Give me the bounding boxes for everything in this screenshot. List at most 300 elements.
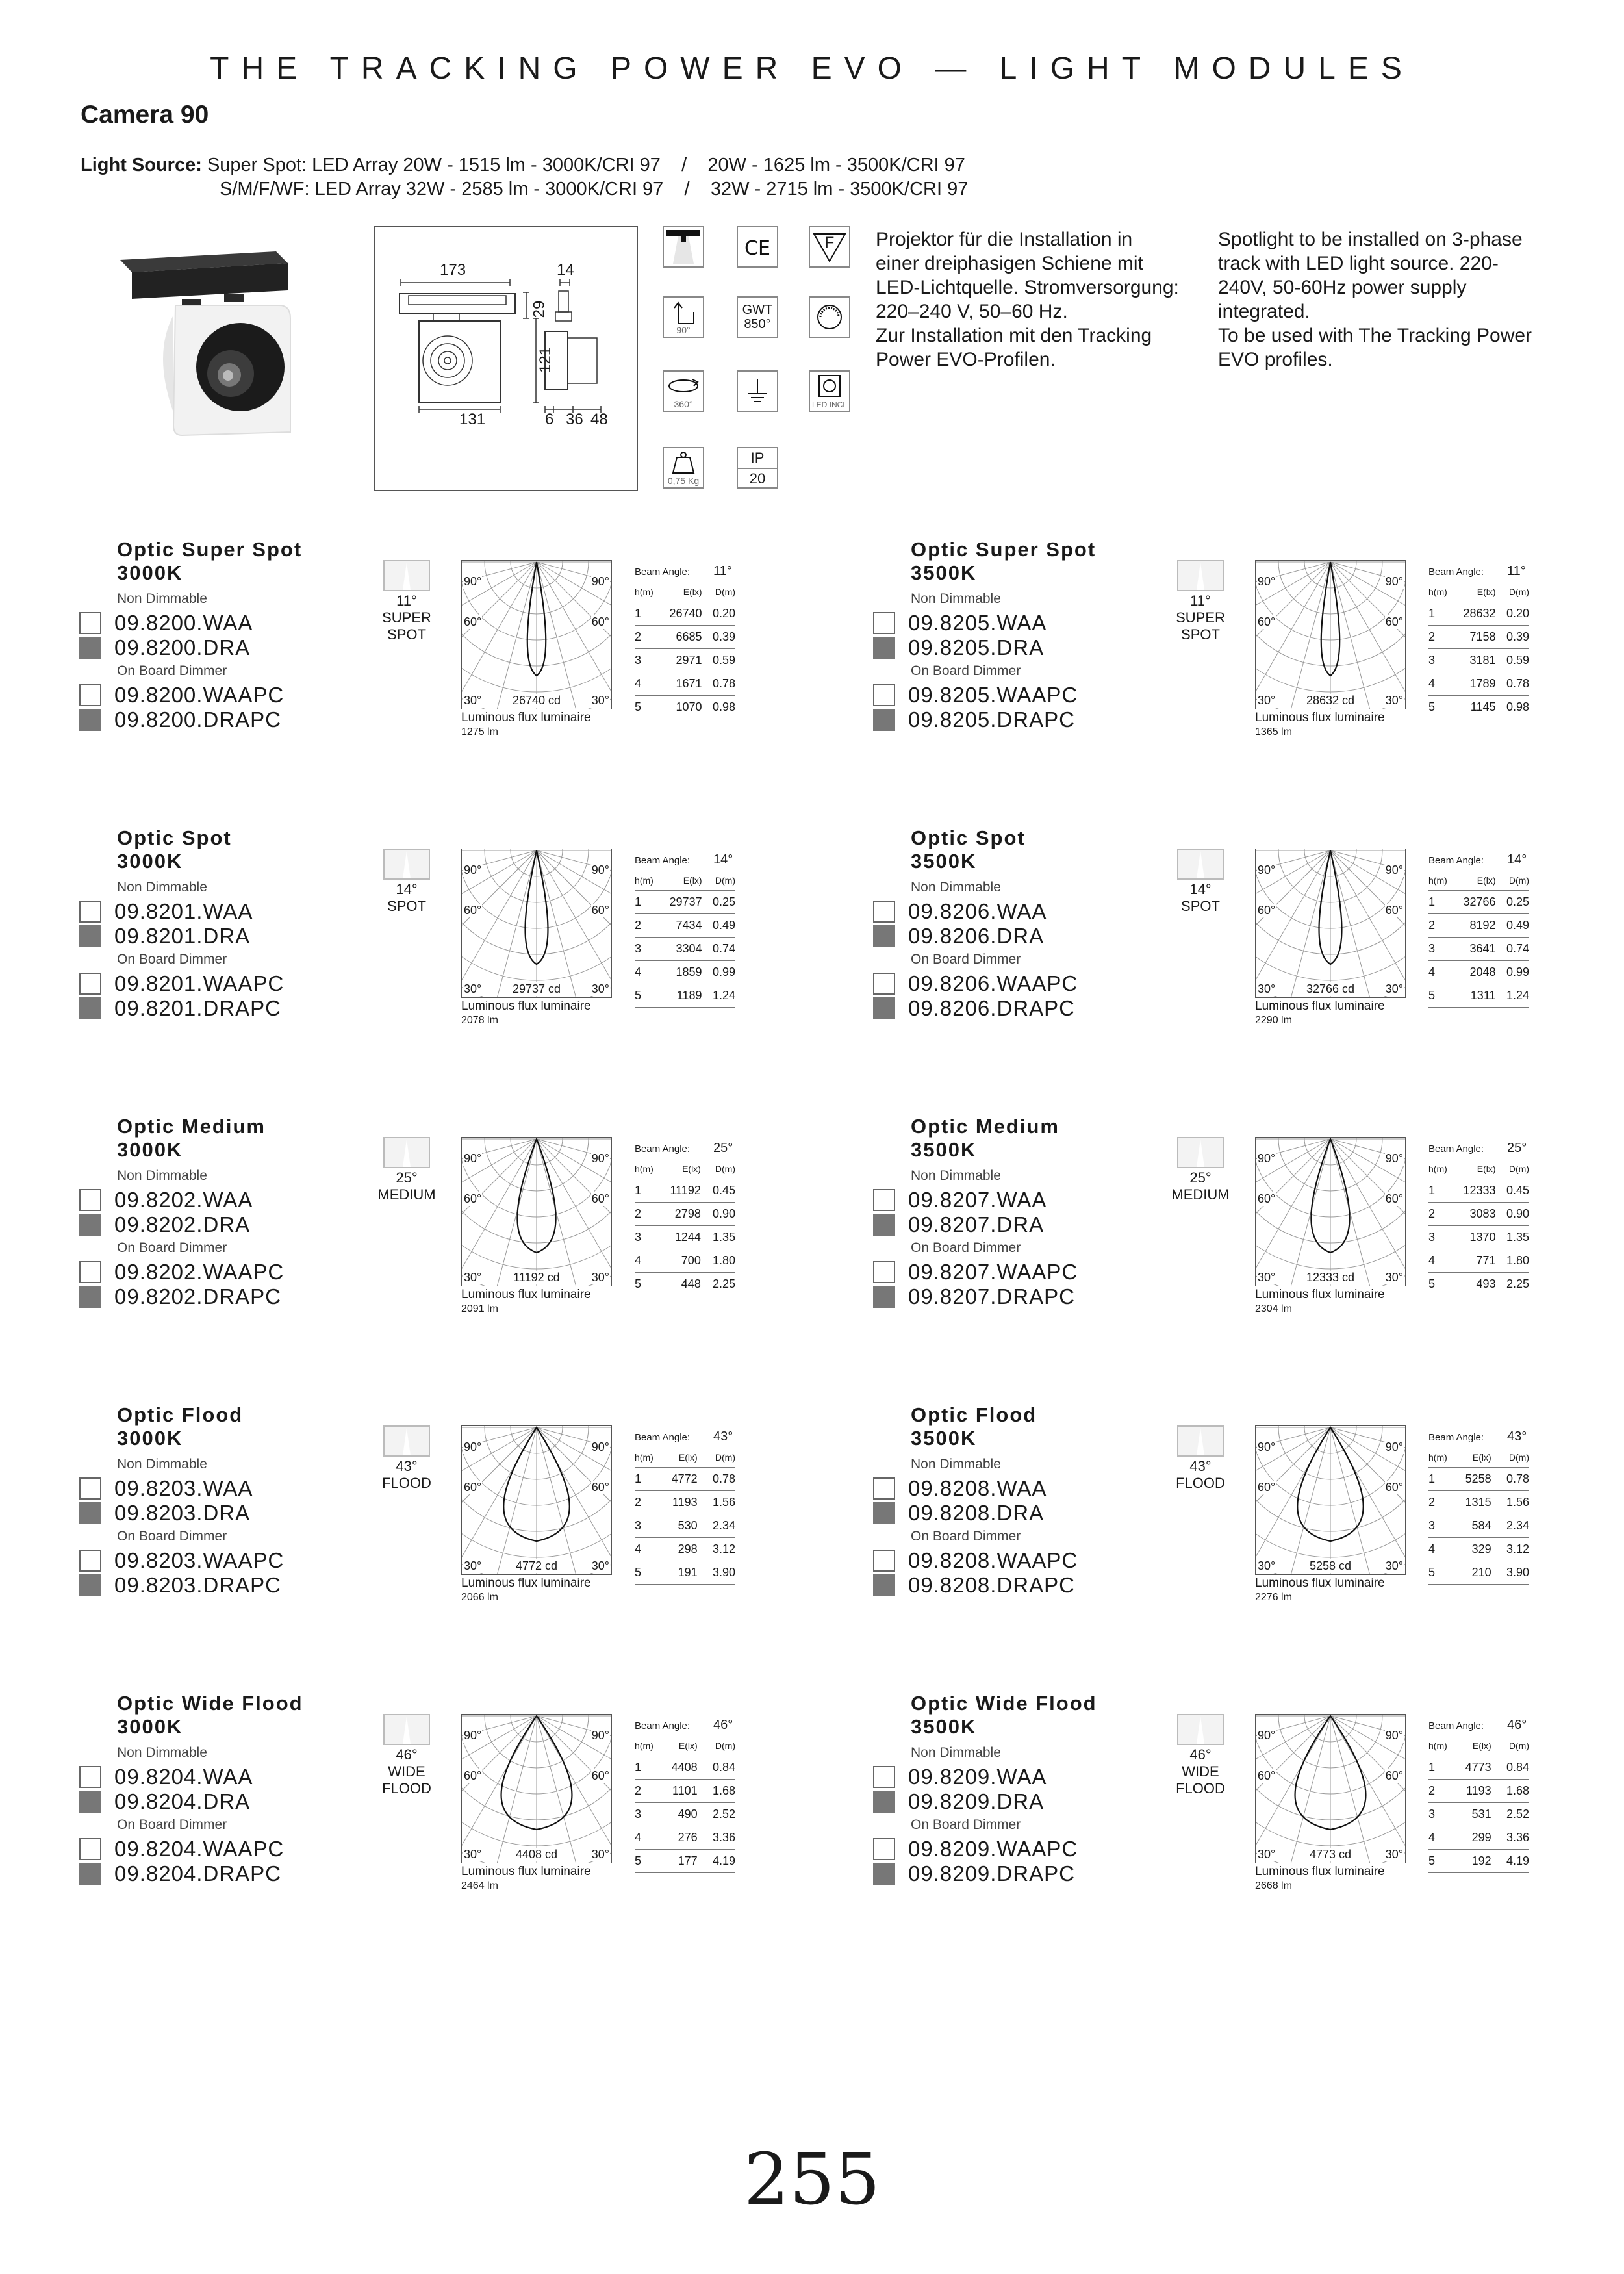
article-code[interactable]: 09.8206.DRA (908, 924, 1045, 948)
table-header-row (1428, 582, 1529, 602)
table-row (1428, 1850, 1529, 1873)
polar-angle-30-right: 30° (1385, 1848, 1403, 1861)
article-code-row[interactable] (873, 1212, 1044, 1237)
article-code-row[interactable] (873, 635, 1044, 660)
technical-drawing (374, 226, 638, 491)
light-source-line-1 (81, 155, 965, 176)
white-finish-swatch (873, 684, 895, 706)
article-code-row[interactable] (873, 1573, 1075, 1598)
cell-diameter: 1.35 (701, 1226, 735, 1249)
optic-title: Optic Medium (911, 1115, 1059, 1138)
white-finish-swatch (79, 612, 101, 634)
article-code[interactable]: 09.8200.WAA (114, 611, 253, 635)
candela-value: 32766 cd (1301, 982, 1360, 996)
grey-finish-swatch (873, 1502, 895, 1524)
cell-diameter: 2.25 (1496, 1273, 1529, 1296)
table-header-row (1428, 871, 1529, 891)
article-code[interactable]: 09.8204.DRAPC (114, 1861, 281, 1885)
cell-diameter: 2.34 (698, 1514, 735, 1538)
cell-diameter: 1.35 (1496, 1226, 1529, 1249)
article-code[interactable]: 09.8209.DRAPC (908, 1861, 1075, 1885)
cell-diameter: 2.52 (1491, 1803, 1529, 1826)
optic-cct: 3000K (117, 1715, 183, 1738)
article-code[interactable]: 09.8202.DRAPC (114, 1284, 281, 1309)
article-code[interactable]: 09.8203.DRA (114, 1501, 251, 1525)
article-code[interactable]: 09.8201.DRA (114, 924, 251, 948)
article-code-row[interactable] (873, 1861, 1075, 1886)
polar-angle-90-right: 90° (591, 1152, 609, 1165)
table-header-e: E(lx) (654, 582, 702, 602)
f-mark-letter: F (824, 234, 835, 251)
optic-cct: 3000K (117, 850, 183, 873)
cell-height: 2 (1428, 1780, 1448, 1803)
table-header-d: D(m) (701, 1159, 735, 1179)
ce-mark-icon (737, 226, 778, 268)
cell-diameter: 0.74 (1496, 938, 1529, 961)
article-code[interactable]: 09.8203.DRAPC (114, 1573, 281, 1597)
article-code[interactable]: 09.8206.DRAPC (908, 996, 1075, 1020)
table-row (1428, 602, 1529, 626)
on-board-dimmer-label: On Board Dimmer (117, 1529, 227, 1544)
article-code[interactable]: 09.8204.WAAPC (114, 1837, 285, 1861)
table-row (1428, 626, 1529, 649)
table-header-e: E(lx) (1448, 1448, 1491, 1468)
cell-diameter: 0.84 (698, 1756, 735, 1780)
cell-height: 3 (1428, 1514, 1448, 1538)
article-code[interactable]: 09.8206.WAA (908, 899, 1047, 923)
grey-finish-swatch (873, 1286, 895, 1308)
polar-angle-60-right: 60° (1385, 1481, 1403, 1494)
cell-illuminance: 5258 (1448, 1468, 1491, 1491)
article-code[interactable]: 09.8207.DRAPC (908, 1284, 1075, 1309)
white-finish-swatch (873, 1261, 895, 1283)
beam-type-icon (383, 1137, 430, 1168)
article-code[interactable]: 09.8201.WAAPC (114, 971, 285, 995)
cell-height: 1 (635, 1179, 654, 1203)
white-finish-swatch (873, 1766, 895, 1788)
polar-diagram-grid (462, 1715, 611, 1863)
beam-angle-label: Beam Angle: (1428, 855, 1484, 866)
luminous-flux-value: 2668 lm (1255, 1880, 1292, 1891)
beam-type-degree: 43° (1189, 1458, 1212, 1474)
article-code[interactable]: 09.8205.WAA (908, 611, 1047, 635)
article-code-row[interactable] (79, 1476, 253, 1501)
table-row (635, 1756, 735, 1780)
optic-section (114, 538, 864, 811)
cell-diameter: 2.34 (1491, 1514, 1529, 1538)
table-row (635, 891, 735, 914)
article-code-row[interactable] (873, 1501, 1044, 1526)
cell-diameter: 0.45 (701, 1179, 735, 1203)
cell-diameter: 2.25 (701, 1273, 735, 1296)
article-code-row[interactable] (873, 1260, 1078, 1284)
description-de-line: 220–240 V, 50–60 Hz. (876, 301, 1068, 322)
beam-type-icon (1177, 1714, 1224, 1745)
illuminance-table (635, 582, 735, 719)
cell-height: 3 (1428, 649, 1448, 672)
article-code-row[interactable] (79, 1789, 250, 1814)
beam-type-name: SPOT (1181, 626, 1220, 643)
cell-height: 5 (635, 984, 654, 1008)
article-code[interactable]: 09.8203.WAA (114, 1476, 253, 1500)
cell-height: 1 (635, 1756, 654, 1780)
article-code[interactable]: 09.8209.WAAPC (908, 1837, 1078, 1861)
dim-121: 121 (537, 346, 555, 374)
cell-diameter: 0.99 (1496, 961, 1529, 984)
led-caption: LED INCL (811, 400, 848, 409)
article-code[interactable]: 09.8202.DRA (114, 1212, 251, 1236)
non-dimmable-label: Non Dimmable (911, 1457, 1001, 1472)
article-code-row[interactable] (79, 1284, 281, 1309)
table-header-row (1428, 1736, 1529, 1756)
article-code[interactable]: 09.8200.WAAPC (114, 683, 285, 707)
article-code[interactable]: 09.8209.DRA (908, 1789, 1045, 1813)
white-finish-swatch (79, 1766, 101, 1788)
table-header-h: h(m) (635, 1159, 654, 1179)
beam-type-degree: 25° (1189, 1169, 1212, 1186)
article-code[interactable]: 09.8206.WAAPC (908, 971, 1078, 995)
article-code[interactable]: 09.8207.WAA (908, 1188, 1047, 1212)
beam-type-name: SPOT (387, 898, 426, 914)
table-header-h: h(m) (635, 582, 654, 602)
cell-height: 2 (635, 1491, 654, 1514)
article-code[interactable]: 09.8203.WAAPC (114, 1548, 285, 1572)
optic-cct: 3000K (117, 1138, 183, 1161)
article-code[interactable]: 09.8204.DRA (114, 1789, 251, 1813)
white-finish-swatch (79, 1477, 101, 1500)
cell-height: 5 (1428, 984, 1448, 1008)
beam-type-icon (1177, 1425, 1224, 1457)
table-header-row (635, 1448, 735, 1468)
polar-angle-30-left: 30° (464, 982, 482, 995)
grey-finish-swatch (79, 997, 101, 1019)
luminous-flux-value: 2091 lm (461, 1303, 498, 1314)
beam-type-degree: 11° (396, 593, 417, 609)
cell-diameter: 3.12 (698, 1538, 735, 1561)
article-code-row[interactable] (79, 971, 284, 996)
article-code[interactable]: 09.8208.DRAPC (908, 1573, 1075, 1597)
cell-height: 5 (1428, 1273, 1448, 1296)
polar-angle-60-left: 60° (464, 1192, 482, 1205)
cell-height: 4 (635, 961, 654, 984)
article-code-row[interactable] (79, 708, 281, 732)
polar-angle-30-right: 30° (591, 982, 609, 995)
article-code-row[interactable] (79, 1548, 284, 1573)
cell-height: 3 (635, 649, 654, 672)
polar-angle-60-left: 60° (464, 1481, 482, 1494)
cell-diameter: 0.90 (701, 1203, 735, 1226)
cell-illuminance: 28632 (1448, 602, 1496, 626)
optic-title: Optic Flood (911, 1403, 1037, 1426)
beam-type-degree: 14° (396, 881, 418, 897)
cell-illuminance: 29737 (654, 891, 702, 914)
article-code-row[interactable] (79, 611, 253, 635)
cell-diameter: 0.49 (1496, 914, 1529, 938)
grey-finish-swatch (873, 1863, 895, 1885)
grey-finish-swatch (79, 1502, 101, 1524)
optic-title: Optic Wide Flood (911, 1692, 1097, 1715)
polar-angle-60-right: 60° (1385, 904, 1403, 917)
article-code[interactable]: 09.8204.WAA (114, 1765, 253, 1789)
article-code-row[interactable] (79, 683, 284, 708)
article-code-row[interactable] (873, 971, 1078, 996)
cell-diameter: 0.84 (1491, 1756, 1529, 1780)
cell-diameter: 0.39 (1496, 626, 1529, 649)
cell-illuminance: 531 (1448, 1803, 1491, 1826)
candela-value: 5258 cd (1301, 1559, 1360, 1573)
cell-illuminance: 1789 (1448, 672, 1496, 696)
polar-angle-90-right: 90° (1385, 1440, 1403, 1453)
polar-diagram (461, 1137, 612, 1286)
table-row (1428, 1803, 1529, 1826)
cell-height: 4 (1428, 1538, 1448, 1561)
luminous-flux-value: 1365 lm (1255, 726, 1292, 737)
optic-cct: 3500K (911, 1138, 977, 1161)
article-code-row[interactable] (873, 708, 1075, 732)
beam-type-name: MEDIUM (1171, 1186, 1230, 1203)
polar-angle-60-left: 60° (1258, 1769, 1276, 1782)
article-code-row[interactable] (873, 683, 1078, 708)
article-code-row[interactable] (873, 1476, 1047, 1501)
luminous-flux-value: 2290 lm (1255, 1015, 1292, 1026)
cell-height: 5 (635, 696, 654, 719)
cell-diameter: 2.52 (698, 1803, 735, 1826)
cell-height: 1 (1428, 1468, 1448, 1491)
cell-diameter: 1.56 (1491, 1491, 1529, 1514)
article-code-row[interactable] (873, 611, 1047, 635)
article-code[interactable]: 09.8208.WAAPC (908, 1548, 1078, 1572)
article-code-row[interactable] (79, 1765, 253, 1789)
grey-finish-swatch (873, 709, 895, 731)
polar-angle-60-left: 60° (464, 904, 482, 917)
beam-angle-label: Beam Angle: (635, 1143, 691, 1155)
article-code[interactable]: 09.8207.DRA (908, 1212, 1045, 1236)
optic-cct: 3500K (911, 1715, 977, 1738)
article-code[interactable]: 09.8205.DRA (908, 635, 1045, 659)
white-finish-swatch (873, 612, 895, 634)
article-code[interactable]: 09.8207.WAAPC (908, 1260, 1078, 1284)
article-code-row[interactable] (873, 1789, 1044, 1814)
polar-angle-60-right: 60° (591, 904, 609, 917)
beam-angle-label: Beam Angle: (635, 1720, 691, 1731)
grey-finish-swatch (873, 925, 895, 947)
table-row (635, 1803, 735, 1826)
rotate-icon (663, 370, 704, 412)
article-code-row[interactable] (79, 1188, 253, 1212)
article-code-row[interactable] (873, 1188, 1047, 1212)
article-code[interactable]: 09.8209.WAA (908, 1765, 1047, 1789)
gwt-line-2: 850° (744, 317, 771, 331)
cell-diameter: 3.90 (1491, 1561, 1529, 1585)
cell-illuminance: 530 (654, 1514, 698, 1538)
polar-angle-30-right: 30° (591, 694, 609, 707)
article-code-row[interactable] (79, 1260, 284, 1284)
optic-section (114, 1115, 864, 1388)
polar-diagram-grid (1256, 849, 1405, 997)
cell-illuminance: 32766 (1448, 891, 1496, 914)
beam-type-name: WIDE (1182, 1763, 1219, 1780)
luminous-flux-value: 2078 lm (461, 1015, 498, 1026)
article-code-row[interactable] (873, 996, 1075, 1021)
table-header-h: h(m) (1428, 1736, 1448, 1756)
description-en-line: Spotlight to be installed on 3-phase (1218, 229, 1523, 250)
cell-diameter: 0.78 (1491, 1468, 1529, 1491)
article-code-row[interactable] (873, 1765, 1047, 1789)
table-header-d: D(m) (1491, 1448, 1529, 1468)
optic-section (114, 826, 864, 1099)
description-de-line: einer dreiphasigen Schiene mit (876, 253, 1143, 274)
candela-value: 4772 cd (507, 1559, 566, 1573)
table-row (635, 1538, 735, 1561)
table-header-e: E(lx) (1448, 1736, 1491, 1756)
article-code-row[interactable] (79, 1501, 250, 1526)
cell-height: 4 (635, 1826, 654, 1850)
beam-type-name: FLOOD (382, 1780, 431, 1796)
illuminance-table (1428, 871, 1529, 1008)
article-code-row[interactable] (79, 996, 281, 1021)
cell-illuminance: 26740 (654, 602, 702, 626)
article-code-row[interactable] (79, 924, 250, 949)
article-code-row[interactable] (79, 1573, 281, 1598)
candela-value: 4773 cd (1301, 1848, 1360, 1861)
article-code[interactable]: 09.8201.DRAPC (114, 996, 281, 1020)
cell-diameter: 1.80 (701, 1249, 735, 1273)
product-name: Camera 90 (81, 101, 209, 129)
cell-diameter: 1.68 (698, 1780, 735, 1803)
dimmer-icon (809, 296, 850, 338)
cell-diameter: 3.36 (1491, 1826, 1529, 1850)
beam-angle-label: Beam Angle: (1428, 567, 1484, 578)
luminous-flux-label: Luminous flux luminaire (1255, 1576, 1385, 1590)
article-code[interactable]: 09.8208.WAA (908, 1476, 1047, 1500)
cell-height: 3 (635, 1514, 654, 1538)
article-code-row[interactable] (873, 924, 1044, 949)
polar-angle-30-right: 30° (1385, 694, 1403, 707)
table-header-h: h(m) (1428, 582, 1448, 602)
cell-illuminance: 771 (1448, 1249, 1496, 1273)
article-code-row[interactable] (873, 1837, 1078, 1861)
cell-height: 3 (1428, 1803, 1448, 1826)
description-de-line: Power EVO-Profilen. (876, 349, 1056, 370)
beam-type-icon (1177, 560, 1224, 591)
cell-diameter: 0.39 (702, 626, 735, 649)
article-code[interactable]: 09.8200.DRA (114, 635, 251, 659)
non-dimmable-label: Non Dimmable (911, 591, 1001, 606)
optic-cct: 3000K (117, 561, 183, 584)
polar-angle-30-right: 30° (1385, 1559, 1403, 1572)
table-row (635, 1273, 735, 1296)
white-finish-swatch (873, 1550, 895, 1572)
table-row (1428, 961, 1529, 984)
cell-diameter: 1.80 (1496, 1249, 1529, 1273)
article-code[interactable]: 09.8205.WAAPC (908, 683, 1078, 707)
article-code-row[interactable] (873, 899, 1047, 924)
dim-48: 48 (590, 411, 608, 428)
polar-angle-90-left: 90° (1258, 1440, 1276, 1453)
article-code-row[interactable] (79, 899, 253, 924)
illuminance-table (635, 1736, 735, 1873)
beam-type-name: WIDE (388, 1763, 425, 1780)
luminous-flux-label: Luminous flux luminaire (461, 1288, 591, 1301)
illuminance-table (635, 1159, 735, 1296)
on-board-dimmer-label: On Board Dimmer (117, 1817, 227, 1832)
cell-height: 2 (1428, 1491, 1448, 1514)
polar-diagram-grid (1256, 1426, 1405, 1574)
article-code-row[interactable] (79, 1212, 250, 1237)
optic-title: Optic Medium (117, 1115, 266, 1138)
article-code[interactable]: 09.8202.WAAPC (114, 1260, 285, 1284)
article-code[interactable]: 09.8200.DRAPC (114, 708, 281, 732)
weight-caption: 0,75 Kg (667, 476, 700, 486)
article-code[interactable]: 09.8202.WAA (114, 1188, 253, 1212)
description-en-line: integrated. (1218, 301, 1310, 322)
article-code-row[interactable] (873, 1548, 1078, 1573)
on-board-dimmer-label: On Board Dimmer (911, 1529, 1021, 1544)
luminous-flux-label: Luminous flux luminaire (461, 999, 591, 1013)
luminous-flux-label: Luminous flux luminaire (461, 1576, 591, 1590)
article-code-row[interactable] (873, 1284, 1075, 1309)
cell-illuminance: 1145 (1448, 696, 1496, 719)
polar-angle-90-left: 90° (1258, 1729, 1276, 1742)
cell-diameter: 0.90 (1496, 1203, 1529, 1226)
dim-36: 36 (566, 411, 583, 428)
article-code-row[interactable] (79, 635, 250, 660)
illuminance-table (1428, 582, 1529, 719)
polar-angle-90-right: 90° (1385, 1729, 1403, 1742)
table-row (1428, 1826, 1529, 1850)
cell-illuminance: 298 (654, 1538, 698, 1561)
cell-diameter: 1.68 (1491, 1780, 1529, 1803)
luminous-flux-value: 1275 lm (461, 726, 498, 737)
table-header-row (1428, 1448, 1529, 1468)
cell-illuminance: 1859 (654, 961, 702, 984)
polar-angle-90-right: 90° (1385, 1152, 1403, 1165)
article-code[interactable]: 09.8205.DRAPC (908, 708, 1075, 732)
white-finish-swatch (79, 1550, 101, 1572)
optic-cct: 3500K (911, 1427, 977, 1450)
cell-height: 2 (635, 626, 654, 649)
tilt-caption: 90° (676, 325, 691, 335)
gwt-icon (737, 296, 778, 338)
drawing-lines (375, 227, 637, 490)
article-code[interactable]: 09.8208.DRA (908, 1501, 1045, 1525)
polar-diagram-grid (462, 849, 611, 997)
white-finish-swatch (79, 1838, 101, 1860)
table-row (635, 1468, 735, 1491)
article-code-row[interactable] (79, 1837, 284, 1861)
article-code[interactable]: 09.8201.WAA (114, 899, 253, 923)
article-code-row[interactable] (79, 1861, 281, 1886)
beam-angle-value: 46° (1507, 1718, 1527, 1732)
grey-finish-swatch (79, 1214, 101, 1236)
white-finish-swatch (873, 1838, 895, 1860)
cell-diameter: 0.20 (1496, 602, 1529, 626)
cell-diameter: 0.25 (1496, 891, 1529, 914)
polar-angle-90-left: 90° (464, 575, 482, 588)
polar-angle-30-left: 30° (464, 1271, 482, 1284)
polar-diagram-grid (462, 1426, 611, 1574)
beam-angle-label: Beam Angle: (1428, 1432, 1484, 1443)
non-dimmable-label: Non Dimmable (117, 591, 207, 606)
cell-illuminance: 12333 (1448, 1179, 1496, 1203)
candela-value: 26740 cd (507, 694, 566, 708)
table-row (1428, 891, 1529, 914)
ip-rating-badge (737, 447, 778, 489)
ip-label: IP (738, 448, 777, 469)
on-board-dimmer-label: On Board Dimmer (911, 663, 1021, 678)
table-header-d: D(m) (698, 1736, 735, 1756)
table-row (1428, 1780, 1529, 1803)
